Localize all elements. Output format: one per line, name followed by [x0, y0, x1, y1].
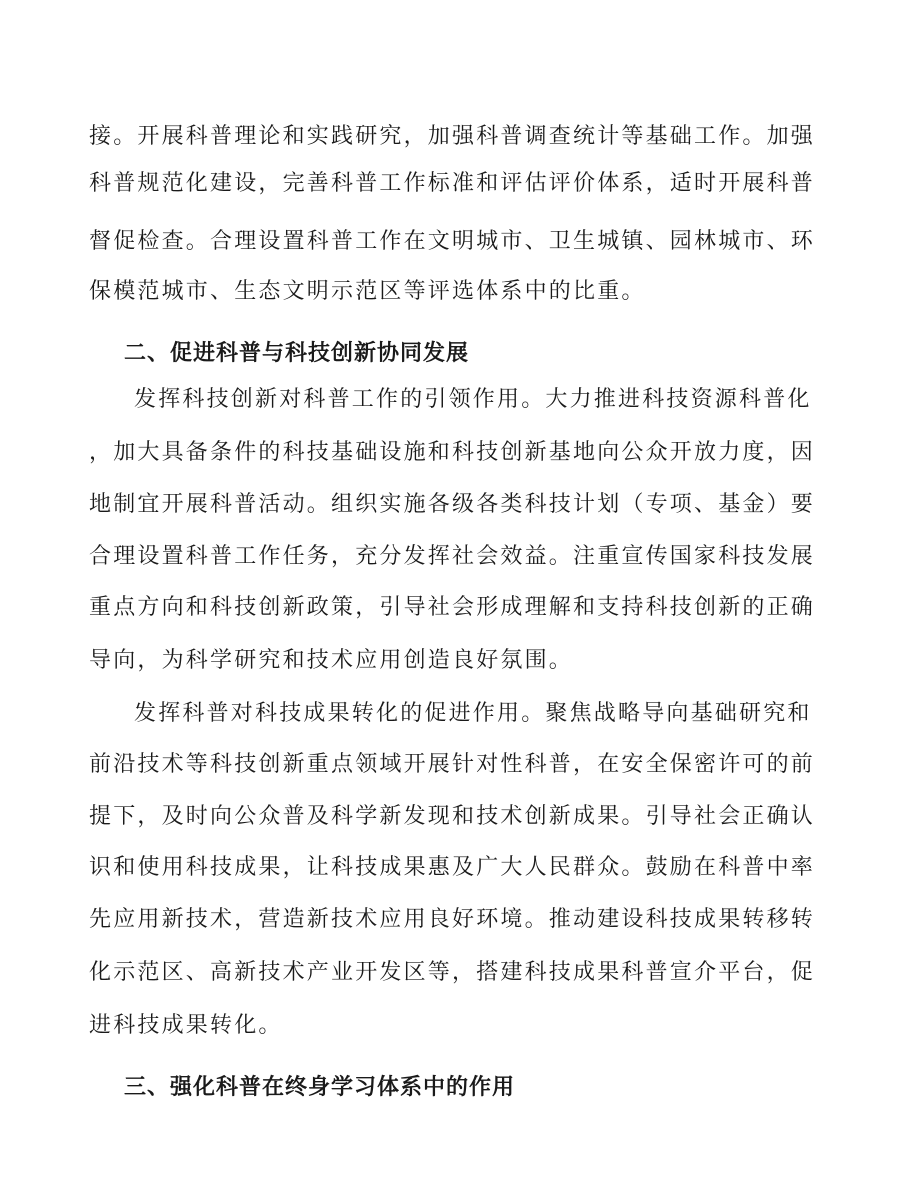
text-line: 地制宜开展科普活动。组织实施各级各类科技计划（专项、基金）要 [89, 492, 816, 517]
text-line: 接。开展科普理论和实践研究，加强科普调查统计等基础工作。加强 [89, 124, 816, 149]
text-line: 合理设置科普工作任务，充分发挥社会效益。注重宣传国家科技发展 [89, 544, 816, 569]
text-line: 保模范城市、生态文明示范区等评选体系中的比重。 [89, 279, 646, 304]
text-line: 进科技成果转化。 [89, 1013, 283, 1038]
text-line: 前沿技术等科技创新重点领域开展针对性科普，在安全保密许可的前 [89, 752, 816, 777]
text-line: 先应用新技术，营造新技术应用良好环境。推动建设科技成果转移转 [89, 907, 816, 932]
text-line: 督促检查。合理设置科普工作在文明城市、卫生城镇、园林城市、环 [89, 229, 816, 254]
text-line: 识和使用科技成果，让科技成果惠及广大人民群众。鼓励在科普中率 [89, 855, 816, 880]
section-heading-3: 三、强化科普在终身学习体系中的作用 [124, 1074, 516, 1100]
text-line: 发挥科技创新对科普工作的引领作用。大力推进科技资源科普化 [134, 387, 812, 412]
text-line: 发挥科普对科技成果转化的促进作用。聚焦战略导向基础研究和 [134, 701, 812, 726]
section-heading-2: 二、促进科普与科技创新协同发展 [124, 340, 470, 366]
text-line: 科普规范化建设，完善科普工作标准和评估评价体系，适时开展科普 [89, 171, 816, 196]
text-line: 重点方向和科技创新政策，引导社会形成理解和支持科技创新的正确 [89, 595, 816, 620]
text-line: 提下，及时向公众普及科学新发现和技术创新成果。引导社会正确认 [89, 804, 816, 829]
text-line: 化示范区、高新技术产业开发区等，搭建科技成果科普宣介平台，促 [89, 960, 816, 985]
text-line: 导向，为科学研究和技术应用创造良好氛围。 [89, 648, 574, 673]
text-line: ，加大具备条件的科技基础设施和科技创新基地向公众开放力度，因 [89, 440, 816, 465]
